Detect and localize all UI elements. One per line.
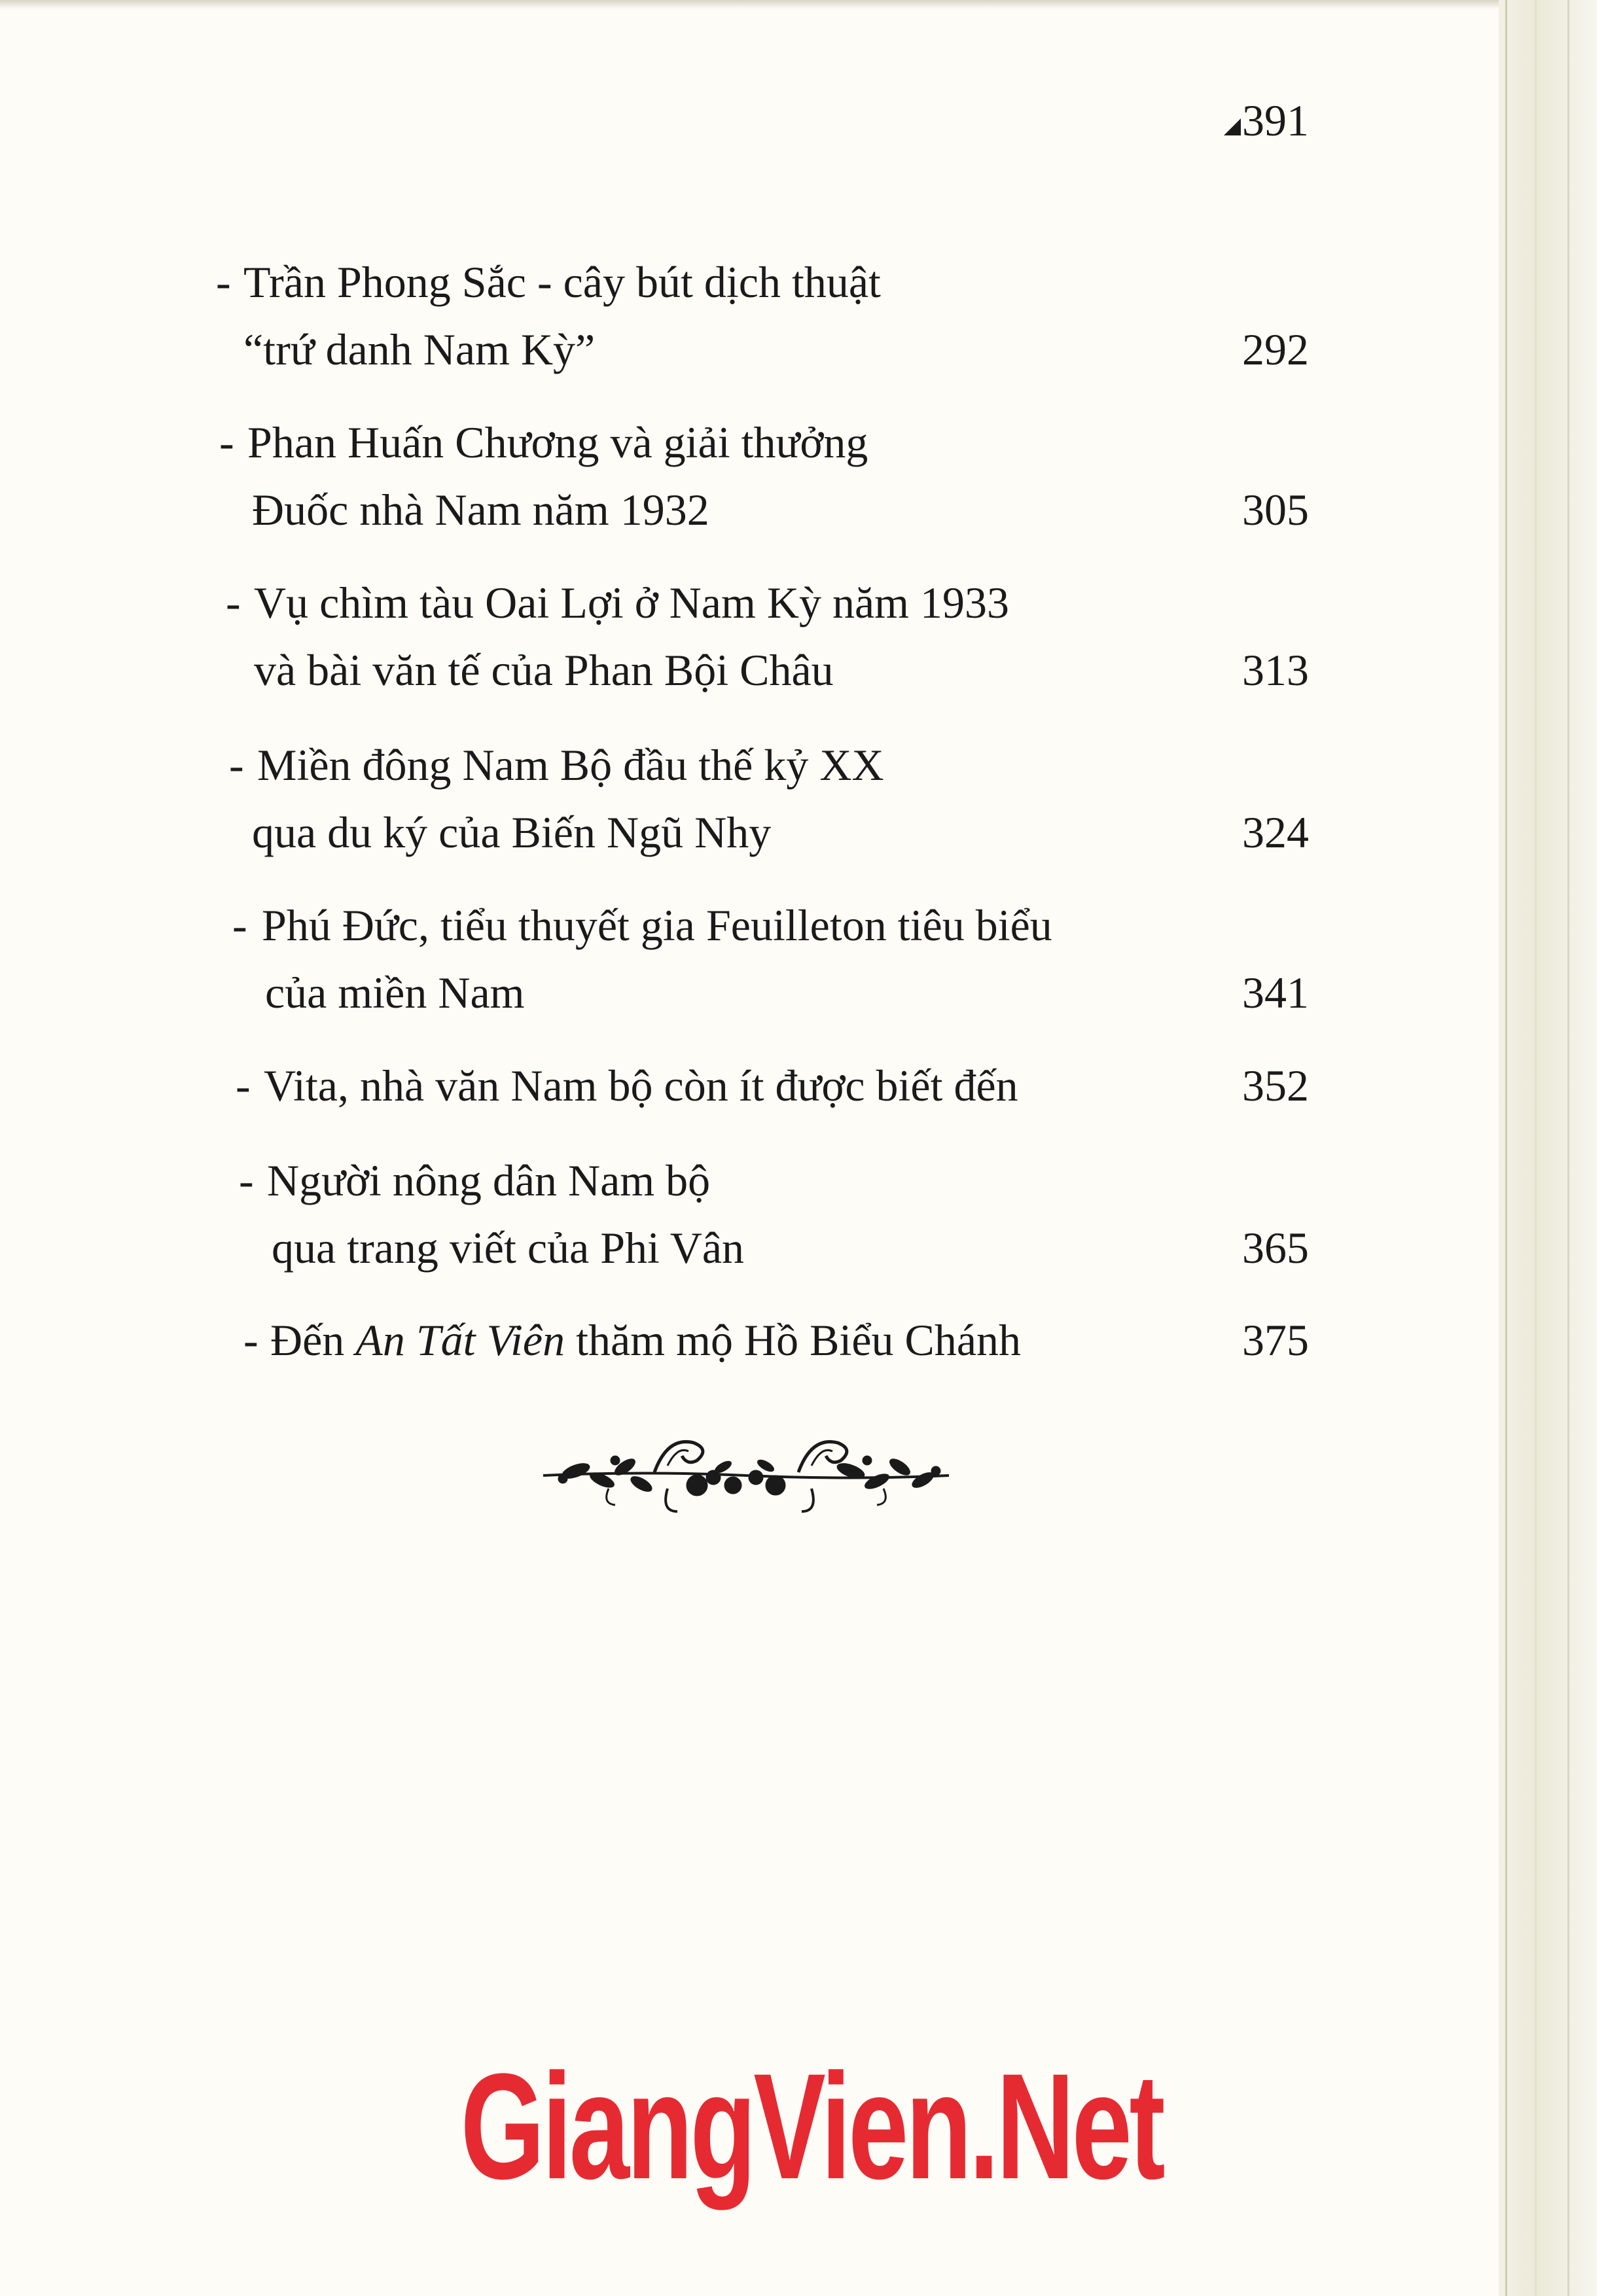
toc-entry-line <box>0 892 1374 959</box>
toc-page-number: 292 <box>1242 325 1309 374</box>
toc-entry-title-continued: của miền Nam <box>265 968 525 1017</box>
toc-entry[interactable] <box>0 1052 1374 1120</box>
toc-entry-title: Vita, nhà văn Nam bộ còn ít được biết đến <box>264 1061 1018 1110</box>
toc-entry-line <box>0 732 1374 799</box>
toc-entry-title-continued: qua trang viết của Phi Vân <box>272 1223 745 1273</box>
page-edge-line <box>1567 0 1569 2296</box>
toc-entry-line <box>0 1214 1374 1282</box>
toc-entry-title <box>270 1307 1021 1374</box>
floral-divider-icon <box>537 1420 955 1531</box>
toc-entry[interactable] <box>0 1147 1374 1282</box>
toc-entry-title: Người nông dân Nam bộ <box>267 1156 711 1205</box>
toc-entry-line <box>0 316 1374 383</box>
toc-dash: - <box>229 740 244 790</box>
toc-entry-title-continued: “trứ danh Nam Kỳ” <box>243 325 596 374</box>
toc-title-prefix: Đến <box>270 1315 356 1365</box>
toc-page-number: 375 <box>1242 1315 1309 1365</box>
toc-entry[interactable] <box>0 569 1374 704</box>
toc-title-suffix: thăm mộ Hồ Biểu Chánh <box>565 1315 1022 1365</box>
toc-entry-title: Miền đông Nam Bộ đầu thế kỷ XX <box>257 740 884 790</box>
toc-entry-title-continued: qua du ký của Biến Ngũ Nhy <box>252 807 772 857</box>
toc-entry-title: Phan Huấn Chương và giải thưởng <box>247 417 868 467</box>
toc-entry[interactable] <box>0 732 1374 866</box>
toc-page-number: 305 <box>1242 485 1309 535</box>
toc-dash: - <box>232 900 247 950</box>
watermark-logo: GiangVien.Net <box>460 2042 1163 2210</box>
toc-entry-line <box>0 1052 1374 1120</box>
toc-entry[interactable] <box>0 409 1374 544</box>
toc-entry-line <box>0 1147 1374 1214</box>
toc-entry-line <box>0 409 1374 476</box>
toc-entry-line <box>0 569 1374 637</box>
toc-entry-title: Trần Phong Sắc - cây bút dịch thuật <box>243 257 881 307</box>
toc-entry-title-continued: và bài văn tế của Phan Bội Châu <box>254 645 834 695</box>
toc-entry-line <box>0 476 1374 544</box>
toc-dash: - <box>216 257 231 307</box>
page-number-value: 391 <box>1242 96 1309 145</box>
toc-entry-line <box>0 799 1374 866</box>
page-edge-line <box>1535 0 1537 2296</box>
toc-entry-line <box>0 1307 1374 1374</box>
toc-page-number: 313 <box>1242 645 1309 695</box>
toc-dash: - <box>226 578 241 627</box>
toc-entry-line <box>0 959 1374 1027</box>
toc-page-number: 352 <box>1242 1061 1309 1110</box>
toc-entry-line <box>0 249 1374 316</box>
toc-dash: - <box>239 1156 254 1205</box>
toc-title-italic: An Tất Viên <box>355 1315 565 1365</box>
toc-entry[interactable] <box>0 249 1374 383</box>
toc-page-number: 365 <box>1242 1223 1309 1273</box>
toc-entry-line <box>0 637 1374 704</box>
toc-dash: - <box>236 1061 251 1110</box>
toc-dash: - <box>243 1315 259 1365</box>
toc-entry-title: Vụ chìm tàu Oai Lợi ở Nam Kỳ năm 1933 <box>254 578 1010 627</box>
toc-entry-title: Phú Đức, tiểu thuyết gia Feuilleton tiêu biểu <box>262 900 1052 950</box>
toc-entry[interactable] <box>0 892 1374 1027</box>
toc-entry-title-continued: Đuốc nhà Nam năm 1932 <box>252 485 709 535</box>
toc-entry[interactable] <box>0 1307 1374 1374</box>
toc-page-number: 341 <box>1242 968 1309 1017</box>
toc-page-number: 324 <box>1242 807 1309 857</box>
toc-dash: - <box>219 417 234 467</box>
